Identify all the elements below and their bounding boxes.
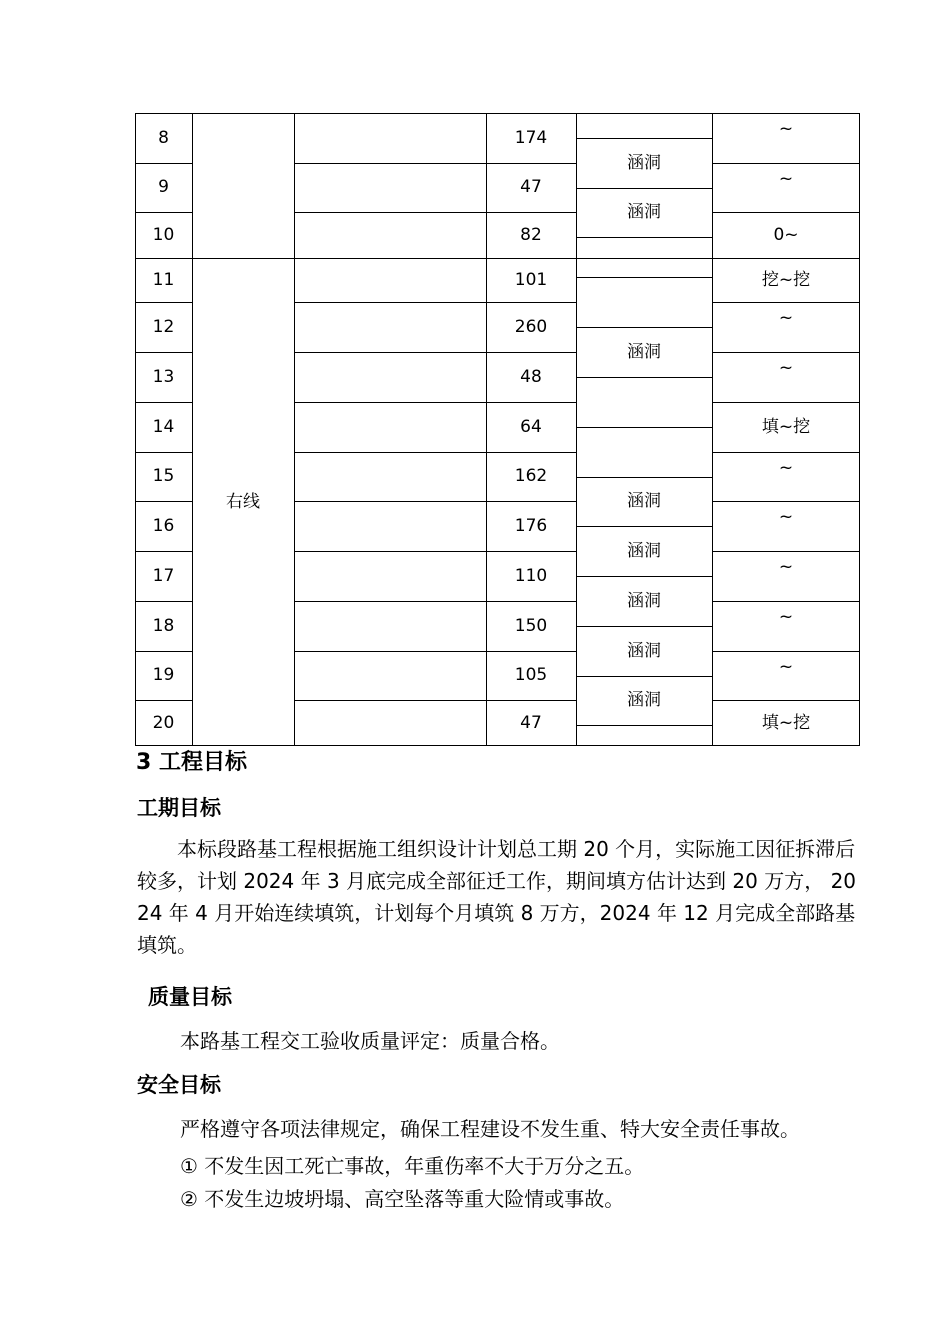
structure-cell: 涵洞 (627, 341, 661, 362)
row-number: 11 (152, 269, 175, 290)
range-cell: 填~挖 (761, 712, 811, 733)
length-cell: 176 (514, 515, 548, 536)
row-number: 15 (152, 466, 175, 486)
row-number: 14 (152, 416, 175, 437)
range-cell: ~ (778, 119, 794, 139)
row-number: 16 (152, 515, 175, 536)
length-cell: 105 (514, 665, 548, 685)
row-number: 20 (152, 712, 175, 733)
range-cell: 填~挖 (761, 416, 811, 437)
section-title: 3 工程目标 (136, 750, 247, 775)
range-cell: ~ (778, 557, 794, 577)
range-cell: 0~ (773, 224, 799, 245)
length-cell: 150 (514, 615, 548, 636)
structure-cell: 涵洞 (627, 640, 661, 661)
schedule-paragraph: 本标段路基工程根据施工组织设计计划总工期 20 个月，实际施工因征拆滞后较多，计划 2024 年 3 月底完成全部征迁工作，期间填方估计达到 20 万方， 2024 年 4 月开始连续填筑，计划每个月填筑 8 万方，2024 年 12 月完成全部路基填筑。 (137, 837, 857, 957)
range-cell: ~ (778, 169, 794, 189)
length-cell: 260 (514, 316, 548, 337)
range-cell: ~ (778, 507, 794, 527)
row-number: 17 (152, 565, 175, 586)
safety-item: ① 不发生因工死亡事故，年重伤率不大于万分之五。 (180, 1154, 645, 1178)
safety-item: ② 不发生边坡坍塌、高空坠落等重大险情或事故。 (180, 1187, 625, 1211)
row-number: 19 (152, 665, 175, 685)
length-cell: 82 (520, 224, 542, 245)
range-cell: ~ (778, 308, 794, 328)
length-cell: 101 (514, 269, 548, 290)
structure-cell: 涵洞 (627, 152, 661, 173)
structure-cell: 涵洞 (627, 540, 661, 561)
length-cell: 162 (514, 466, 548, 486)
roadbed-table (135, 113, 860, 746)
range-cell: ~ (778, 607, 794, 627)
quality-heading: 质量目标 (148, 985, 232, 1009)
length-cell: 174 (514, 127, 548, 148)
row-number: 8 (158, 127, 169, 148)
length-cell: 48 (520, 366, 542, 387)
quality-paragraph: 本路基工程交工验收质量评定：质量合格。 (180, 1029, 560, 1053)
range-cell: ~ (778, 358, 794, 378)
length-cell: 47 (520, 177, 542, 197)
range-cell: 挖~挖 (761, 269, 811, 290)
schedule-heading: 工期目标 (137, 796, 221, 820)
length-cell: 110 (514, 565, 548, 586)
length-cell: 64 (520, 416, 542, 437)
row-number: 18 (152, 615, 175, 636)
row-number: 10 (152, 224, 175, 245)
length-cell: 47 (520, 712, 542, 733)
safety-paragraph: 严格遵守各项法律规定，确保工程建设不发生重、特大安全责任事故。 (180, 1117, 800, 1141)
row-number: 9 (158, 177, 169, 197)
row-number: 13 (152, 366, 175, 387)
range-cell: ~ (778, 458, 794, 478)
structure-cell: 涵洞 (627, 202, 661, 222)
row-number: 12 (152, 316, 175, 337)
structure-cell: 涵洞 (627, 590, 661, 611)
structure-cell: 涵洞 (627, 491, 661, 511)
group-label: 右线 (226, 491, 260, 512)
safety-heading: 安全目标 (137, 1073, 221, 1097)
structure-cell: 涵洞 (627, 690, 661, 710)
range-cell: ~ (778, 657, 794, 677)
